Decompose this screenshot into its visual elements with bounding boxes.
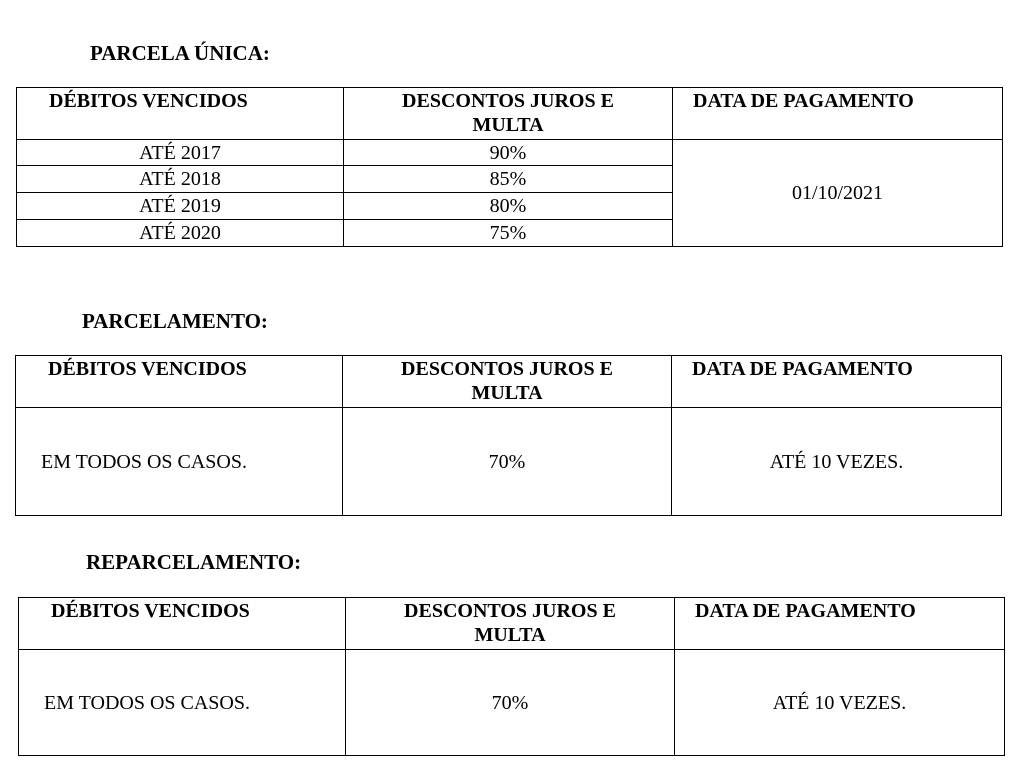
desconto-cell: 70% xyxy=(346,650,675,756)
reparcelamento-table xyxy=(18,597,1005,756)
desconto-cell: 75% xyxy=(344,220,673,247)
desconto-cell: 70% xyxy=(343,408,672,516)
debitos-cell: EM TODOS OS CASOS. xyxy=(16,408,343,516)
table-row xyxy=(19,650,1005,756)
debitos-cell: EM TODOS OS CASOS. xyxy=(19,650,346,756)
header-debitos-vencidos: DÉBITOS VENCIDOS xyxy=(17,88,344,140)
header-data-pagamento: DATA DE PAGAMENTO xyxy=(675,598,1005,650)
data-pagamento-cell: ATÉ 10 VEZES. xyxy=(672,408,1002,516)
parcela-unica-table xyxy=(16,87,1003,247)
desconto-cell: 85% xyxy=(344,166,673,193)
header-debitos-vencidos: DÉBITOS VENCIDOS xyxy=(19,598,346,650)
debitos-cell: ATÉ 2018 xyxy=(17,166,344,193)
debitos-cell: ATÉ 2020 xyxy=(17,220,344,247)
table-header-row xyxy=(17,88,1003,140)
header-descontos-juros-multa: DESCONTOS JUROS E MULTA xyxy=(343,356,672,408)
data-pagamento-cell: ATÉ 10 VEZES. xyxy=(675,650,1005,756)
header-data-pagamento: DATA DE PAGAMENTO xyxy=(673,88,1003,140)
header-data-pagamento: DATA DE PAGAMENTO xyxy=(672,356,1002,408)
header-debitos-vencidos: DÉBITOS VENCIDOS xyxy=(16,356,343,408)
desconto-cell: 80% xyxy=(344,193,673,220)
data-pagamento-cell: 01/10/2021 xyxy=(673,140,1003,247)
header-descontos-juros-multa: DESCONTOS JUROS E MULTA xyxy=(346,598,675,650)
section-title-parcela-unica: PARCELA ÚNICA: xyxy=(90,41,270,65)
desconto-cell: 90% xyxy=(344,140,673,166)
table-header-row xyxy=(19,598,1005,650)
table-row xyxy=(16,408,1002,516)
section-title-reparcelamento: REPARCELAMENTO: xyxy=(86,550,302,574)
debitos-cell: ATÉ 2017 xyxy=(17,140,344,166)
table-header-row xyxy=(16,356,1002,408)
table-row xyxy=(17,140,1003,166)
debitos-cell: ATÉ 2019 xyxy=(17,193,344,220)
header-descontos-juros-multa: DESCONTOS JUROS E MULTA xyxy=(344,88,673,140)
parcelamento-table xyxy=(15,355,1002,516)
section-title-parcelamento: PARCELAMENTO: xyxy=(82,309,268,333)
